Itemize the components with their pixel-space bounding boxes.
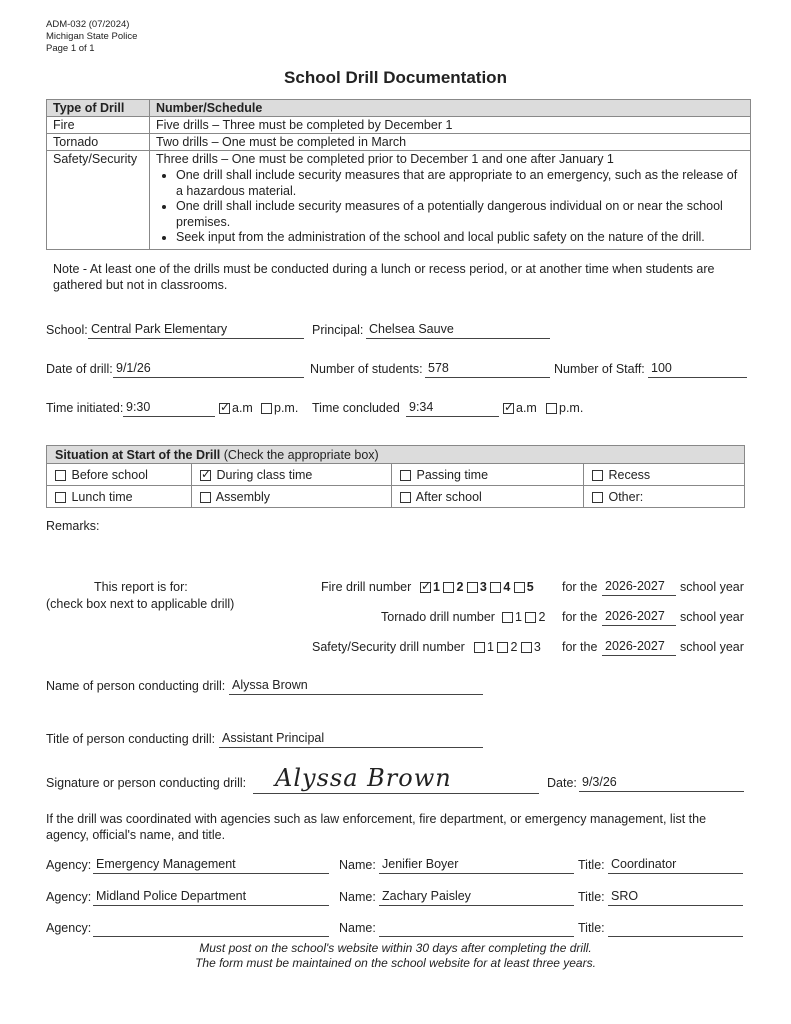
safety-drill-1-checkbox[interactable] — [474, 642, 485, 653]
table-row — [47, 151, 751, 250]
official-title-label: Title: — [578, 921, 605, 935]
signature-date-field[interactable]: 9/3/26 — [579, 775, 744, 792]
official-title-field[interactable]: SRO — [608, 889, 743, 906]
fire-school-year-field[interactable]: 2026-2027 — [602, 579, 676, 596]
official-name-field[interactable]: Jenifier Boyer — [379, 857, 574, 874]
official-title-label: Title: — [578, 890, 605, 904]
principal-label: Principal: — [312, 323, 364, 337]
official-title-field[interactable] — [608, 920, 743, 937]
situation-assembly[interactable]: Assembly — [192, 486, 392, 508]
fire-drill-4-checkbox[interactable] — [490, 582, 501, 593]
pm-option[interactable]: p.m. — [261, 401, 298, 415]
agency-label: Agency: — [46, 921, 92, 935]
drill-type: Safety/Security — [47, 151, 150, 250]
situation-other[interactable]: Other: — [584, 486, 745, 508]
official-name-field[interactable]: Zachary Paisley — [379, 889, 574, 906]
signature-line[interactable] — [253, 793, 539, 794]
safety-drill-2-checkbox[interactable] — [497, 642, 508, 653]
official-title-label: Title: — [578, 858, 605, 872]
official-name-field[interactable] — [379, 920, 574, 937]
table-header: Type of Drill — [47, 100, 150, 117]
situation-before-school[interactable]: Before school — [47, 464, 192, 486]
tornado-drill-1-checkbox[interactable] — [502, 612, 513, 623]
drill-schedule: Two drills – One must be completed in March — [150, 134, 751, 151]
situation-during-class[interactable]: ✓ During class time — [192, 464, 392, 486]
tornado-drill-2-checkbox[interactable] — [525, 612, 536, 623]
note-text: Note - At least one of the drills must be conducted during a lunch or recess period, or at another time when students are gathered but not in classrooms. — [53, 262, 715, 292]
footer-note — [0, 941, 791, 971]
checkbox[interactable] — [55, 470, 66, 481]
fire-drill-5-checkbox[interactable] — [514, 582, 525, 593]
tornado-drill-checkboxes: 1 2 — [502, 610, 545, 624]
safety-drill-label: Safety/Security drill number — [312, 640, 465, 654]
checkbox[interactable] — [200, 492, 211, 503]
table-row — [47, 117, 751, 134]
for-the-label: for the — [562, 610, 598, 624]
form-header — [46, 19, 137, 55]
fire-drill-checkboxes: ✓ 1 2 3 4 5 — [420, 580, 534, 594]
agency-name: Michigan State Police — [46, 31, 138, 42]
situation-passing-time[interactable]: Passing time — [392, 464, 584, 486]
fire-drill-1-checkbox[interactable] — [420, 582, 431, 593]
safety-school-year-field[interactable]: 2026-2027 — [602, 639, 676, 656]
drill-type: Tornado — [47, 134, 150, 151]
school-year-label: school year — [680, 610, 744, 624]
situation-header-hint: (Check the appropriate box) — [220, 447, 379, 462]
situation-header — [47, 446, 745, 464]
report-for-label: This report is for: — [94, 580, 188, 594]
person-name-label: Name of person conducting drill: — [46, 679, 226, 693]
list-item: • One drill shall include security measures that are appropriate to an emergency, such as the release of a hazardous material. — [176, 168, 744, 199]
checkbox[interactable] — [400, 470, 411, 481]
page-number: Page 1 of 1 — [46, 43, 95, 54]
drill-schedule-cell — [150, 151, 751, 250]
official-name-label: Name: — [339, 921, 376, 935]
fire-drill-label: Fire drill number — [321, 580, 412, 594]
situation-recess[interactable]: Recess — [584, 464, 745, 486]
date-field[interactable]: 9/1/26 — [113, 361, 304, 378]
checkbox[interactable] — [219, 403, 230, 414]
checkbox[interactable] — [200, 470, 211, 481]
drill-schedule: Five drills – Three must be completed by December 1 — [150, 117, 751, 134]
footer-line: Must post on the school's website within 30 days after completing the drill. — [199, 941, 592, 955]
students-label: Number of students: — [310, 362, 423, 376]
list-item: • Seek input from the administration of the school and local public safety on the nature of the drill. — [176, 230, 744, 246]
checkbox[interactable] — [503, 403, 514, 414]
situation-header-bold: Situation at Start of the Drill — [55, 447, 221, 462]
school-year-label: school year — [680, 580, 744, 594]
official-title-field[interactable]: Coordinator — [608, 857, 743, 874]
person-name-field[interactable]: Alyssa Brown — [229, 678, 483, 695]
for-the-label: for the — [562, 580, 598, 594]
checkbox[interactable] — [400, 492, 411, 503]
am-option[interactable]: ✓ a.m — [503, 401, 537, 415]
date-label: Date of drill: — [46, 362, 113, 376]
school-label: School: — [46, 323, 88, 337]
page-title: School Drill Documentation — [284, 68, 507, 87]
official-name-label: Name: — [339, 858, 376, 872]
tornado-school-year-field[interactable]: 2026-2027 — [602, 609, 676, 626]
pm-option[interactable]: p.m. — [546, 401, 583, 415]
signature: Alyssa Brown — [275, 764, 452, 792]
school-field[interactable]: Central Park Elementary — [88, 322, 304, 339]
time-initiated-label: Time initiated: — [46, 401, 124, 415]
am-option[interactable]: ✓ a.m — [219, 401, 253, 415]
table-row — [47, 134, 751, 151]
checkbox[interactable] — [592, 470, 603, 481]
coordination-text: If the drill was coordinated with agencies such as law enforcement, fire department, or emergency management, list the agency, official's name, and title. — [46, 812, 707, 842]
list-item: • One drill shall include security measures of a potentially dangerous individual on or near the school premises. — [176, 199, 744, 230]
agency-field[interactable]: Emergency Management — [93, 857, 329, 874]
for-the-label: for the — [562, 640, 598, 654]
agency-label: Agency: — [46, 890, 92, 904]
person-title-field[interactable]: Assistant Principal — [219, 731, 483, 748]
time-concluded-label: Time concluded — [312, 401, 400, 415]
principal-field[interactable]: Chelsea Sauve — [366, 322, 550, 339]
agency-label: Agency: — [46, 858, 92, 872]
signature-date-label: Date: — [547, 776, 577, 790]
safety-drill-checkboxes: 1 2 3 — [474, 640, 541, 654]
checkbox[interactable] — [592, 492, 603, 503]
table-header: Number/Schedule — [150, 100, 751, 117]
checkbox[interactable] — [261, 403, 272, 414]
footer-line: The form must be maintained on the school website for at least three years. — [195, 956, 596, 970]
bullet-list — [156, 168, 744, 246]
school-year-label: school year — [680, 640, 744, 654]
report-for-hint: (check box next to applicable drill) — [46, 597, 235, 611]
official-name-label: Name: — [339, 890, 376, 904]
tornado-drill-label: Tornado drill number — [381, 610, 495, 624]
form-id: ADM-032 (07/2024) — [46, 19, 130, 30]
fire-drill-2-checkbox[interactable] — [443, 582, 454, 593]
remarks-label: Remarks: — [46, 519, 100, 533]
safety-drill-3-checkbox[interactable] — [521, 642, 532, 653]
agency-field[interactable] — [93, 920, 329, 937]
signature-label: Signature or person conducting drill: — [46, 776, 247, 790]
person-title-label: Title of person conducting drill: — [46, 732, 216, 746]
drill-type: Fire — [47, 117, 150, 134]
situation-table — [46, 445, 745, 508]
students-field[interactable]: 578 — [425, 361, 550, 378]
drill-requirements-table — [46, 99, 751, 250]
situation-after-school[interactable]: After school — [392, 486, 584, 508]
time-initiated-field[interactable]: 9:30 — [123, 400, 215, 417]
staff-label: Number of Staff: — [554, 362, 645, 376]
fire-drill-3-checkbox[interactable] — [467, 582, 478, 593]
drill-schedule: Three drills – One must be completed prior to December 1 and one after January 1 — [156, 152, 614, 166]
checkbox[interactable] — [55, 492, 66, 503]
checkbox[interactable] — [546, 403, 557, 414]
time-concluded-field[interactable]: 9:34 — [406, 400, 499, 417]
situation-lunch-time[interactable]: Lunch time — [47, 486, 192, 508]
agency-field[interactable]: Midland Police Department — [93, 889, 329, 906]
staff-field[interactable]: 100 — [648, 361, 747, 378]
